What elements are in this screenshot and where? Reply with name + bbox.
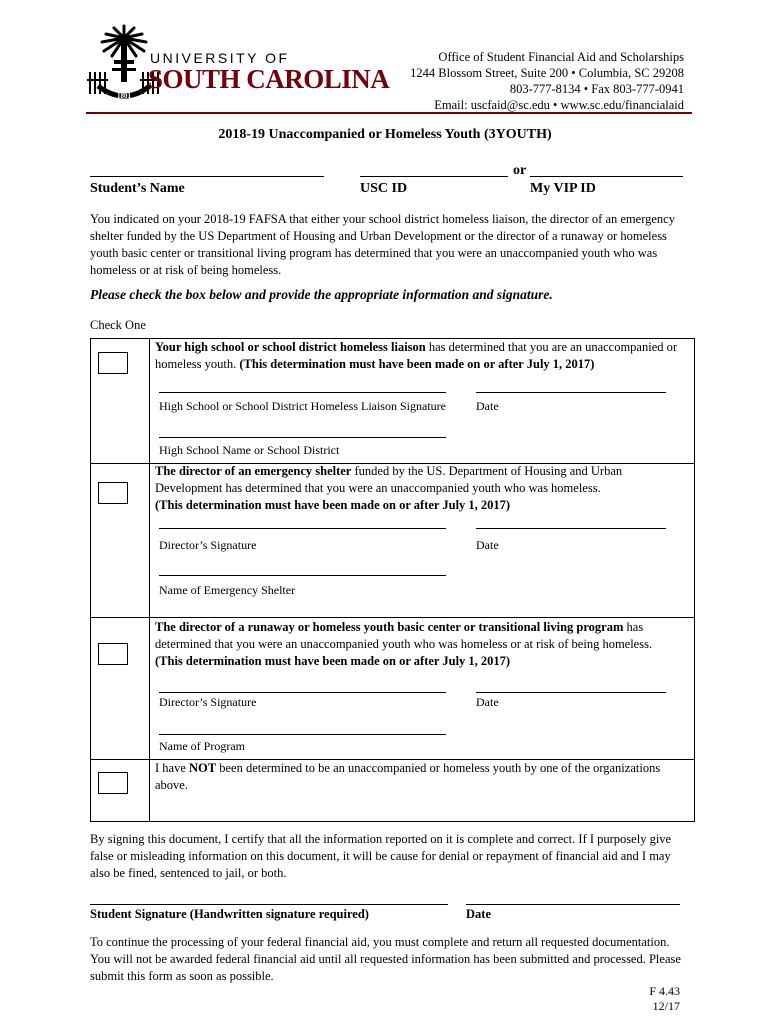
school-name-line[interactable] <box>159 437 446 438</box>
form-code: F 4.43 <box>649 984 680 998</box>
student-signature-line[interactable] <box>90 904 448 905</box>
option-liaison-text <box>155 339 690 373</box>
program-signature-line[interactable] <box>159 692 446 693</box>
option-note: (This determination must have been made on or after July 1, 2017) <box>239 357 595 371</box>
office-line: 1244 Blossom Street, Suite 200 • Columbia, SC 29208 <box>410 66 684 80</box>
student-date-line[interactable] <box>466 904 680 905</box>
intro-paragraph: You indicated on your 2018-19 FAFSA that either your school district homeless liaison, the director of an emergency shelter funded by the US Department of Housing and Urban Development or the director of a runaway or homeless youth basic center or transitional living program has determined that you were an unaccompanied youth who was homeless or at risk of being homeless. <box>90 212 675 277</box>
checkbox-youth-program[interactable] <box>98 643 128 665</box>
program-date-line[interactable] <box>476 692 666 693</box>
option-not-determined-text <box>155 760 675 794</box>
option-lead-rest: has determined that you were an unaccompanied youth who was homeless or at risk of being homeless. <box>155 620 653 651</box>
usc-id-label: USC ID <box>360 181 408 196</box>
office-line: 803-777-8134 • Fax 803-777-0941 <box>509 82 684 96</box>
liaison-date-label: Date <box>476 399 499 413</box>
shelter-date-label: Date <box>476 538 499 552</box>
program-signature-label: Director’s Signature <box>159 695 257 709</box>
usc-id-line[interactable] <box>360 176 508 177</box>
option-lead: Your high school or school district homeless liaison <box>155 340 426 354</box>
option-text-post: been determined to be an unaccompanied or homeless youth by one of the organizations above. <box>155 761 661 792</box>
program-date-label: Date <box>476 695 499 709</box>
shelter-date-line[interactable] <box>476 528 666 529</box>
liaison-signature-label: High School or School District Homeless Liaison Signature <box>159 399 446 413</box>
office-line: Office of Student Financial Aid and Scholarships <box>438 50 684 64</box>
option-lead: The director of an emergency shelter <box>155 464 352 478</box>
seal-year: 1801 <box>117 92 131 100</box>
certify-paragraph: By signing this document, I certify that all the information reported on it is complete and correct. If I purposely give false or misleading information on this document, it will be cause for denial or repayment of financial aid and I may also be fined, sentenced to jail, or both. <box>90 832 672 880</box>
program-name-label: Name of Program <box>159 739 245 753</box>
shelter-signature-label: Director’s Signature <box>159 538 257 552</box>
office-address <box>410 49 684 113</box>
option-note: (This determination must have been made on or after July 1, 2017) <box>155 498 511 512</box>
checkbox-emergency-shelter[interactable] <box>98 482 128 504</box>
vip-id-line[interactable] <box>530 176 683 177</box>
option-text-pre: I have <box>155 761 190 775</box>
option-program-text <box>155 619 690 670</box>
option-lead-rest: funded by the US. Department of Housing and Urban Development has determined that you were an unaccompanied youth who was homeless. <box>155 464 623 495</box>
options-column-divider <box>149 338 150 821</box>
checkbox-liaison[interactable] <box>98 352 128 374</box>
shelter-signature-line[interactable] <box>159 528 446 529</box>
shelter-name-label: Name of Emergency Shelter <box>159 583 296 597</box>
row-divider <box>90 617 694 618</box>
header-rule <box>86 112 692 114</box>
form-title: 2018-19 Unaccompanied or Homeless Youth (3YOUTH) <box>218 127 552 142</box>
liaison-signature-line[interactable] <box>159 392 446 393</box>
student-name-label: Student’s Name <box>90 181 185 196</box>
closing-paragraph: To continue the processing of your federal financial aid, you must complete and return all requested documentation. You will not be awarded federal financial aid until all requested information has been submitted and processed. Please submit this form as soon as possible. <box>90 935 681 983</box>
student-signature-label: Student Signature (Handwritten signature required) <box>90 907 369 921</box>
or-label: or <box>513 163 527 178</box>
program-name-line[interactable] <box>159 734 446 735</box>
office-line: Email: uscfaid@sc.edu • www.sc.edu/financialaid <box>434 98 684 112</box>
student-date-label: Date <box>466 907 491 921</box>
vip-id-label: My VIP ID <box>530 181 596 196</box>
form-code-block <box>649 984 680 1014</box>
option-shelter-text <box>155 463 675 514</box>
liaison-date-line[interactable] <box>476 392 666 393</box>
option-lead-rest: has determined that you are an unaccompanied or homeless youth. <box>155 340 678 371</box>
university-top-text: UNIVERSITY OF <box>150 50 290 66</box>
option-note: (This determination must have been made on or after July 1, 2017) <box>155 654 511 668</box>
shelter-name-line[interactable] <box>159 575 446 576</box>
university-main-text: SOUTH CAROLINA <box>148 64 390 94</box>
university-logo <box>84 24 390 104</box>
check-one-label: Check One <box>90 318 146 332</box>
student-name-line[interactable] <box>90 176 324 177</box>
option-text-bold: NOT <box>189 761 217 775</box>
checkbox-not-determined[interactable] <box>98 772 128 794</box>
form-date: 12/17 <box>652 999 680 1013</box>
school-name-label: High School Name or School District <box>159 443 340 457</box>
instruction-text: Please check the box below and provide the appropriate information and signature. <box>90 287 553 302</box>
option-lead: The director of a runaway or homeless youth basic center or transitional living program <box>155 620 624 634</box>
